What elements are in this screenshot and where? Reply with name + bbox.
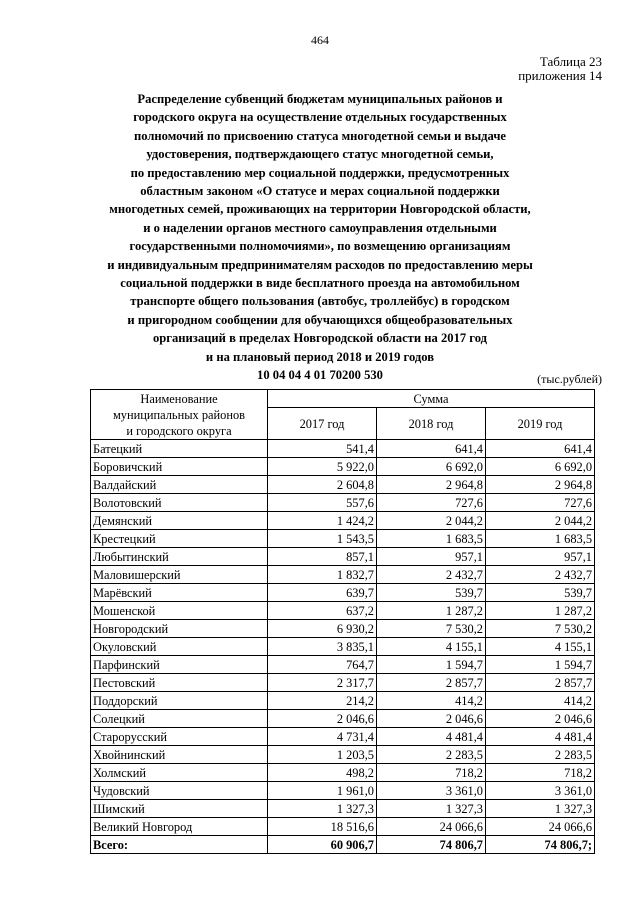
title-line: полномочий по присвоению статуса многодетной семьи и выдаче <box>133 128 507 143</box>
value-2017-cell: 498,2 <box>268 764 377 782</box>
table-row <box>91 764 595 782</box>
value-2019-cell: 641,4 <box>486 440 595 458</box>
value-2018-cell: 2 283,5 <box>377 746 486 764</box>
value-2017-cell: 764,7 <box>268 656 377 674</box>
district-name-cell: Демянский <box>91 512 268 530</box>
value-2017-cell: 2 046,6 <box>268 710 377 728</box>
table-row <box>91 674 595 692</box>
table-row <box>91 818 595 836</box>
district-name-cell: Всего: <box>91 836 268 854</box>
district-name-cell: Марёвский <box>91 584 268 602</box>
title-line: социальной поддержки в виде бесплатного проезда на автомобильном <box>120 276 520 291</box>
title-line: и на плановый период 2018 и 2019 годов <box>205 349 435 364</box>
value-2019-cell: 2 046,6 <box>486 710 595 728</box>
district-name-cell: Крестецкий <box>91 530 268 548</box>
district-name-cell: Новгородский <box>91 620 268 638</box>
value-2019-cell: 6 692,0 <box>486 458 595 476</box>
district-name-cell: Маловишерский <box>91 566 268 584</box>
title-line: по предоставлению мер социальной поддержки, предусмотренных <box>130 165 510 180</box>
value-2017-cell: 639,7 <box>268 584 377 602</box>
value-2017-cell: 214,2 <box>268 692 377 710</box>
district-name-cell: Волотовский <box>91 494 268 512</box>
table-row <box>91 512 595 530</box>
value-2017-cell: 6 930,2 <box>268 620 377 638</box>
value-2018-cell: 1 683,5 <box>377 530 486 548</box>
title-line: государственными полномочиями», по возмещению организациям <box>129 239 511 254</box>
header-year-2019: 2019 год <box>486 408 595 440</box>
table-row <box>91 494 595 512</box>
value-2017-cell: 1 832,7 <box>268 566 377 584</box>
title-line: Распределение субвенций бюджетам муниципальных районов и <box>137 92 503 106</box>
value-2019-cell: 539,7 <box>486 584 595 602</box>
header-name-line: Наименование <box>140 391 218 406</box>
district-name-cell: Пестовский <box>91 674 268 692</box>
value-2019-cell: 718,2 <box>486 764 595 782</box>
district-name-cell: Парфинский <box>91 656 268 674</box>
value-2017-cell: 1 203,5 <box>268 746 377 764</box>
value-2018-cell: 4 481,4 <box>377 728 486 746</box>
value-2019-cell: 957,1 <box>486 548 595 566</box>
value-2018-cell: 4 155,1 <box>377 638 486 656</box>
value-2019-cell: 2 432,7 <box>486 566 595 584</box>
title-line: транспорте общего пользования (автобус, троллейбус) в городском <box>130 294 510 309</box>
value-2017-cell: 60 906,7 <box>268 836 377 854</box>
district-name-cell: Валдайский <box>91 476 268 494</box>
value-2019-cell: 24 066,6 <box>486 818 595 836</box>
value-2018-cell: 2 046,6 <box>377 710 486 728</box>
table-row <box>91 800 595 818</box>
value-2017-cell: 5 922,0 <box>268 458 377 476</box>
value-2018-cell: 1 327,3 <box>377 800 486 818</box>
value-2018-cell: 24 066,6 <box>377 818 486 836</box>
district-name-cell: Чудовский <box>91 782 268 800</box>
appendix-label: приложения 14 <box>518 68 602 83</box>
value-2018-cell: 957,1 <box>377 548 486 566</box>
title-line: и пригородном сообщении для обучающихся общеобразовательных <box>127 312 513 327</box>
value-2019-cell: 3 361,0 <box>486 782 595 800</box>
table-row <box>91 638 595 656</box>
district-name-cell: Поддорский <box>91 692 268 710</box>
table-row <box>91 692 595 710</box>
district-name-cell: Холмский <box>91 764 268 782</box>
header-year-2018: 2018 год <box>377 408 486 440</box>
title-line: удостоверения, подтверждающего статус многодетной семьи, <box>146 147 494 162</box>
subsidy-table <box>90 389 595 854</box>
district-name-cell: Хвойнинский <box>91 746 268 764</box>
value-2018-cell: 414,2 <box>377 692 486 710</box>
district-name-cell: Окуловский <box>91 638 268 656</box>
value-2018-cell: 3 361,0 <box>377 782 486 800</box>
value-2018-cell: 641,4 <box>377 440 486 458</box>
value-2018-cell: 7 530,2 <box>377 620 486 638</box>
title-line: городского округа на осуществление отдельных государственных <box>133 110 507 125</box>
value-2019-cell: 727,6 <box>486 494 595 512</box>
value-2017-cell: 557,6 <box>268 494 377 512</box>
value-2019-cell: 1 594,7 <box>486 656 595 674</box>
value-2017-cell: 1 543,5 <box>268 530 377 548</box>
value-2017-cell: 18 516,6 <box>268 818 377 836</box>
district-name-cell: Боровичский <box>91 458 268 476</box>
value-2017-cell: 4 731,4 <box>268 728 377 746</box>
table-row <box>91 548 595 566</box>
table-row <box>91 710 595 728</box>
value-2019-cell: 74 806,7; <box>486 836 595 854</box>
value-2018-cell: 727,6 <box>377 494 486 512</box>
value-2019-cell: 1 287,2 <box>486 602 595 620</box>
value-2018-cell: 2 432,7 <box>377 566 486 584</box>
table-row <box>91 566 595 584</box>
value-2019-cell: 1 327,3 <box>486 800 595 818</box>
value-2018-cell: 1 287,2 <box>377 602 486 620</box>
units-label: (тыс.рублей) <box>537 372 602 386</box>
district-name-cell: Великий Новгород <box>91 818 268 836</box>
value-2017-cell: 857,1 <box>268 548 377 566</box>
district-name-cell: Мошенской <box>91 602 268 620</box>
value-2019-cell: 4 155,1 <box>486 638 595 656</box>
value-2018-cell: 2 857,7 <box>377 674 486 692</box>
value-2019-cell: 4 481,4 <box>486 728 595 746</box>
table-reference <box>518 55 602 83</box>
title-line: 10 04 04 4 01 70200 530 <box>257 368 383 383</box>
table-label: Таблица 23 <box>539 54 602 69</box>
table-row <box>91 476 595 494</box>
title-line: многодетных семей, проживающих на территории Новгородской области, <box>109 202 531 217</box>
header-sum: Сумма <box>268 390 595 408</box>
table-row <box>91 440 595 458</box>
table-row <box>91 530 595 548</box>
district-name-cell: Любытинский <box>91 548 268 566</box>
value-2018-cell: 539,7 <box>377 584 486 602</box>
title-line: организаций в пределах Новгородской области на 2017 год <box>152 331 488 346</box>
header-year-2017: 2017 год <box>268 408 377 440</box>
header-name-line: и городского округа <box>126 423 232 438</box>
table-row <box>91 746 595 764</box>
value-2017-cell: 1 327,3 <box>268 800 377 818</box>
table-row <box>91 584 595 602</box>
header-name-line: муниципальных районов <box>112 407 246 422</box>
value-2017-cell: 637,2 <box>268 602 377 620</box>
district-name-cell: Батецкий <box>91 440 268 458</box>
value-2018-cell: 2 964,8 <box>377 476 486 494</box>
value-2019-cell: 7 530,2 <box>486 620 595 638</box>
title-line: областным законом «О статусе и мерах социальной поддержки <box>140 184 500 199</box>
value-2019-cell: 414,2 <box>486 692 595 710</box>
page-number: 464 <box>311 33 329 47</box>
table-row <box>91 728 595 746</box>
district-name-cell: Шимский <box>91 800 268 818</box>
total-row <box>91 836 595 854</box>
value-2019-cell: 2 857,7 <box>486 674 595 692</box>
value-2018-cell: 74 806,7 <box>377 836 486 854</box>
value-2018-cell: 2 044,2 <box>377 512 486 530</box>
value-2019-cell: 2 044,2 <box>486 512 595 530</box>
value-2019-cell: 2 964,8 <box>486 476 595 494</box>
value-2017-cell: 3 835,1 <box>268 638 377 656</box>
table-row <box>91 458 595 476</box>
title-line: и индивидуальным предпринимателям расходов по предоставлению меры <box>107 257 533 272</box>
value-2017-cell: 541,4 <box>268 440 377 458</box>
value-2018-cell: 718,2 <box>377 764 486 782</box>
district-name-cell: Солецкий <box>91 710 268 728</box>
title-line: и о наделении органов местного самоуправления отдельными <box>143 220 497 235</box>
table-row <box>91 602 595 620</box>
document-title <box>60 90 580 385</box>
value-2018-cell: 1 594,7 <box>377 656 486 674</box>
value-2019-cell: 2 283,5 <box>486 746 595 764</box>
value-2017-cell: 1 961,0 <box>268 782 377 800</box>
table-row <box>91 620 595 638</box>
district-name-cell: Старорусский <box>91 728 268 746</box>
value-2018-cell: 6 692,0 <box>377 458 486 476</box>
table-row <box>91 782 595 800</box>
value-2017-cell: 2 317,7 <box>268 674 377 692</box>
table-row <box>91 656 595 674</box>
value-2019-cell: 1 683,5 <box>486 530 595 548</box>
value-2017-cell: 2 604,8 <box>268 476 377 494</box>
header-name-cell <box>91 390 268 440</box>
value-2017-cell: 1 424,2 <box>268 512 377 530</box>
